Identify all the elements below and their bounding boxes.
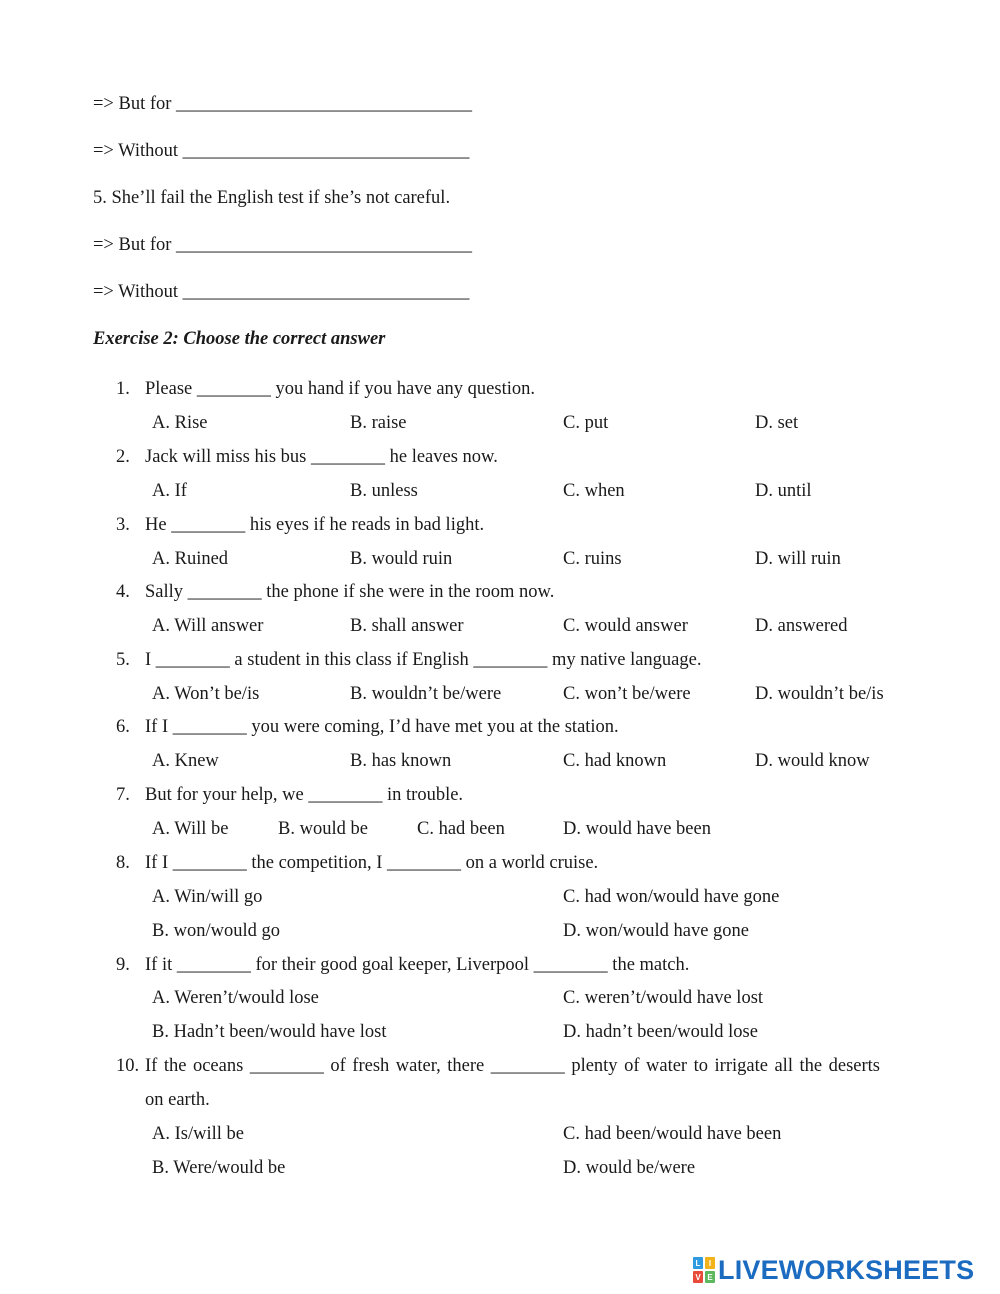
option-d[interactable]: D. set [755,413,799,433]
option-d[interactable]: D. answered [755,616,848,636]
question-number: 10. [116,1056,140,1076]
liveworksheets-logo [693,1256,974,1284]
but-for-line-2: => But for ________________________________ [93,235,473,255]
logo-letter: V [693,1271,703,1283]
option-c[interactable]: C. had known [563,751,667,771]
option-c[interactable]: C. had won/would have gone [563,887,780,907]
option-b[interactable]: B. raise [350,413,407,433]
question-text: Please ________ you hand if you have any question. [145,379,535,399]
logo-letter: L [693,1257,703,1269]
option-c[interactable]: C. had been/would have been [563,1124,782,1144]
logo-text: LIVEWORKSHEETS [718,1254,975,1285]
but-for-line-1: => But for ________________________________ [93,94,473,114]
option-a[interactable]: A. If [152,481,187,501]
option-a[interactable]: A. Will answer [152,616,264,636]
question-number: 3. [116,515,130,535]
question-text-continued: on earth. [145,1090,210,1110]
without-line-2: => Without _______________________________ [93,282,470,302]
option-a[interactable]: A. Ruined [152,549,229,569]
option-b[interactable]: B. would ruin [350,549,453,569]
option-d[interactable]: D. will ruin [755,549,841,569]
question-text: If it ________ for their good goal keeper, Liverpool ________ the match. [145,955,690,975]
without-line-1: => Without _______________________________ [93,141,470,161]
question-number: 7. [116,785,130,805]
option-c[interactable]: C. put [563,413,609,433]
option-d[interactable]: D. would be/were [563,1158,696,1178]
option-c[interactable]: C. ruins [563,549,622,569]
logo-icon [693,1257,715,1283]
option-b[interactable]: B. unless [350,481,418,501]
option-c[interactable]: C. weren’t/would have lost [563,988,764,1008]
question-text: Sally ________ the phone if she were in the room now. [145,582,555,602]
option-b[interactable]: B. wouldn’t be/were [350,684,502,704]
option-d[interactable]: D. would know [755,751,870,771]
option-a[interactable]: A. Will be [152,819,229,839]
option-b[interactable]: B. Were/would be [152,1158,286,1178]
question-number: 9. [116,955,130,975]
logo-letter: I [705,1257,715,1269]
question-number: 1. [116,379,130,399]
option-a[interactable]: A. Rise [152,413,208,433]
question-number: 8. [116,853,130,873]
option-b[interactable]: B. shall answer [350,616,464,636]
sentence-5: 5. She’ll fail the English test if she’s not careful. [93,188,451,208]
option-a[interactable]: A. Is/will be [152,1124,244,1144]
option-c[interactable]: C. had been [417,819,505,839]
option-d[interactable]: D. would have been [563,819,711,839]
logo-letter: E [705,1271,715,1283]
option-a[interactable]: A. Knew [152,751,219,771]
option-b[interactable]: B. would be [278,819,368,839]
option-d[interactable]: D. hadn’t been/would lose [563,1022,758,1042]
question-number: 5. [116,650,130,670]
option-a[interactable]: A. Win/will go [152,887,263,907]
option-c[interactable]: C. would answer [563,616,688,636]
question-text: But for your help, we ________ in trouble. [145,785,464,805]
question-number: 6. [116,717,130,737]
option-b[interactable]: B. has known [350,751,452,771]
option-c[interactable]: C. when [563,481,625,501]
question-text: If the oceans ________ of fresh water, there ________ plenty of water to irrigate all the deserts [145,1056,880,1076]
question-number: 2. [116,447,130,467]
question-text: Jack will miss his bus ________ he leaves now. [145,447,498,467]
exercise-2-heading: Exercise 2: Choose the correct answer [93,329,386,349]
question-text: I ________ a student in this class if English ________ my native language. [145,650,702,670]
option-a[interactable]: A. Won’t be/is [152,684,260,704]
option-c[interactable]: C. won’t be/were [563,684,691,704]
option-d[interactable]: D. won/would have gone [563,921,749,941]
option-b[interactable]: B. Hadn’t been/would have lost [152,1022,387,1042]
option-a[interactable]: A. Weren’t/would lose [152,988,319,1008]
option-d[interactable]: D. wouldn’t be/is [755,684,884,704]
question-text: He ________ his eyes if he reads in bad light. [145,515,485,535]
option-b[interactable]: B. won/would go [152,921,280,941]
question-text: If I ________ the competition, I ________ on a world cruise. [145,853,599,873]
question-text: If I ________ you were coming, I’d have met you at the station. [145,717,619,737]
option-d[interactable]: D. until [755,481,812,501]
question-number: 4. [116,582,130,602]
